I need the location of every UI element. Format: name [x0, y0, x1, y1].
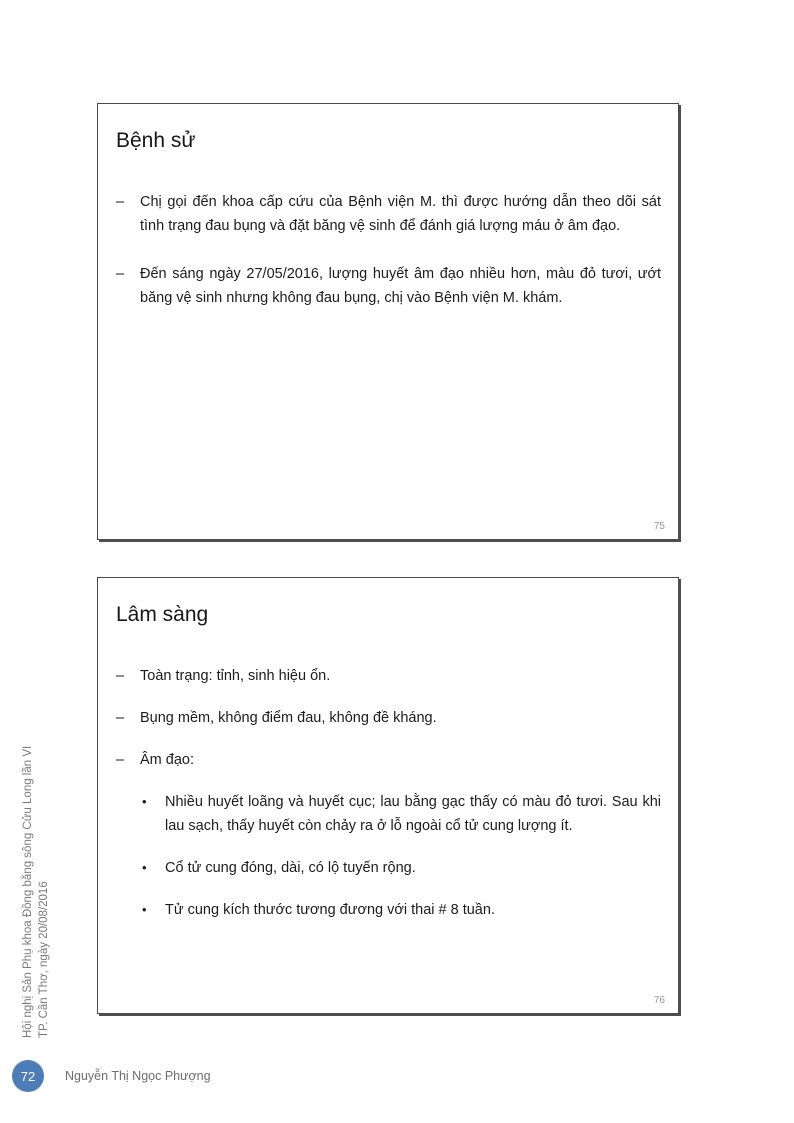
dash-bullet-marker: –: [116, 710, 125, 726]
footer-author-name: Nguyễn Thị Ngọc Phượng: [65, 1069, 211, 1083]
slide-title: Lâm sàng: [116, 603, 209, 626]
bullet-text: Chị gọi đến khoa cấp cứu của Bệnh viện M. thì được hướng dẫn theo dõi sát tình trạng đau bụng và đặt băng vệ sinh để đánh giá lượng máu ở âm đạo.: [140, 194, 661, 234]
footer-page-badge: [12, 1060, 44, 1092]
bullet-item: [116, 706, 661, 730]
footer-page-number: 72: [20, 1068, 36, 1084]
slide-number: 76: [653, 995, 665, 1006]
dot-bullet-marker: •: [142, 860, 147, 875]
slide-title: Bệnh sử: [116, 129, 196, 152]
bullet-item: [116, 664, 661, 688]
sidebar-date-line: TP. Cần Thơ, ngày 20/08/2016: [38, 881, 50, 1038]
slide-benh-su: [97, 103, 679, 540]
slide-number: 75: [653, 521, 665, 532]
bullet-text: Bụng mềm, không điểm đau, không đề kháng.: [140, 710, 437, 726]
bullet-item: [142, 790, 661, 838]
bullet-item: [116, 262, 661, 310]
dash-bullet-marker: –: [116, 752, 125, 768]
bullet-text: Cổ tử cung đóng, dài, có lộ tuyến rộng.: [165, 860, 416, 876]
slide-lam-sang: [97, 577, 679, 1014]
bullet-text: Đến sáng ngày 27/05/2016, lượng huyết âm đạo nhiều hơn, màu đỏ tươi, ướt băng vệ sinh nhưng không đau bụng, chị vào Bệnh viện M. khám.: [140, 266, 661, 306]
dot-bullet-marker: •: [142, 902, 147, 917]
dash-bullet-marker: –: [116, 194, 125, 210]
bullet-text: Tử cung kích thước tương đương với thai # 8 tuần.: [165, 902, 495, 918]
bullet-item: [142, 856, 661, 880]
dash-bullet-marker: –: [116, 668, 125, 684]
dash-bullet-marker: –: [116, 266, 125, 282]
bullet-item: [116, 748, 661, 772]
slide-content: [98, 104, 678, 310]
bullet-item: [142, 898, 661, 922]
sidebar-conference-line: Hội nghị Sản Phụ khoa Đồng bằng sông Cửu Long lần VI: [22, 745, 34, 1038]
bullet-text: Toàn trạng: tỉnh, sinh hiệu ổn.: [140, 668, 331, 684]
bullet-text: Nhiều huyết loãng và huyết cục; lau bằng gạc thấy có màu đỏ tươi. Sau khi lau sạch, thấy huyết còn chảy ra ở lỗ ngoài cổ tử cung lượng ít.: [165, 794, 661, 834]
sidebar-vertical-text: [20, 693, 52, 1038]
dot-bullet-marker: •: [142, 794, 147, 809]
bullet-text: Âm đạo:: [140, 752, 194, 768]
bullet-item: [116, 190, 661, 238]
slide-content: [98, 578, 678, 922]
